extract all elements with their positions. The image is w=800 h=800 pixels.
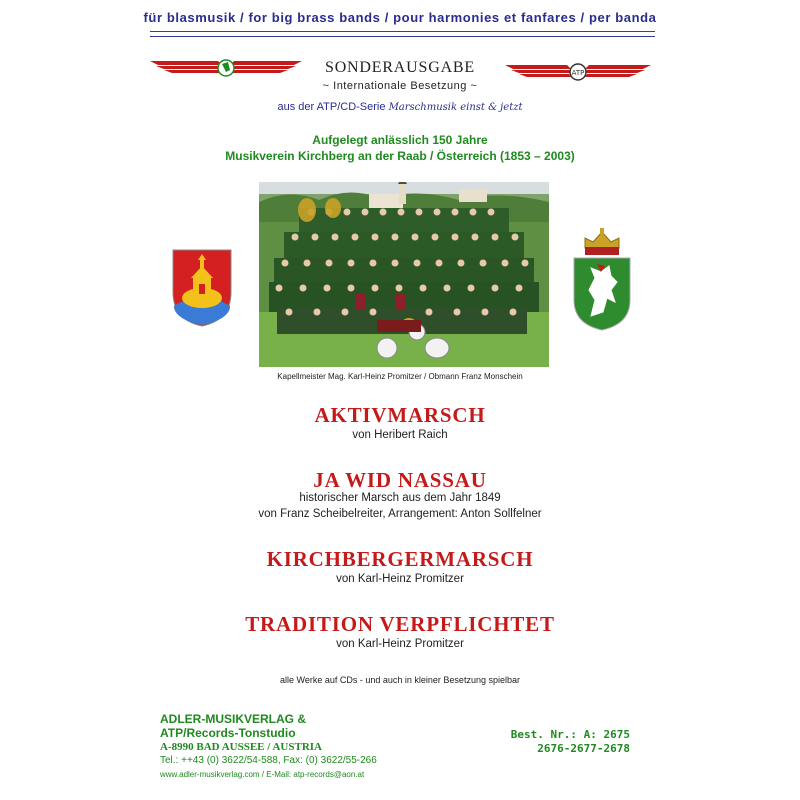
work-title-aktivmarsch: AKTIVMARSCH	[314, 403, 486, 427]
publisher-block	[160, 712, 377, 781]
series-prefix: aus der ATP/CD-Serie	[277, 101, 386, 113]
styria-panther-coat-of-arms-icon	[571, 228, 633, 332]
order-numbers: 2676-2677-2678	[537, 742, 630, 755]
occasion-line-2: Musikverein Kirchberg an der Raab / Österreich (1853 – 2003)	[225, 149, 575, 163]
occasion-line-1: Aufgelegt anlässlich 150 Jahre	[312, 133, 488, 147]
series-name: Marschmusik einst & jetzt	[388, 102, 523, 113]
work-description: historischer Marsch aus dem Jahr 1849	[299, 492, 501, 504]
band-photo	[259, 182, 549, 367]
edition-title: SONDERAUSGABE	[325, 59, 475, 76]
svg-text:ATP: ATP	[571, 69, 585, 77]
kirchberg-coat-of-arms-icon	[171, 248, 233, 328]
work-composer: von Karl-Heinz Promitzer	[336, 638, 464, 650]
publisher-studio: ATP/Records-Tonstudio	[160, 726, 296, 740]
publisher-web-email[interactable]: www.adler-musikverlag.com / E-Mail: atp-records@aon.at	[160, 770, 365, 779]
series-line	[0, 101, 800, 113]
work-composer: von Karl-Heinz Promitzer	[336, 573, 464, 585]
work-composer: von Heribert Raich	[352, 429, 448, 441]
publisher-name: ADLER-MUSIKVERLAG &	[160, 712, 306, 726]
order-number-label: Best. Nr.: A: 2675	[510, 728, 630, 741]
header-divider	[150, 31, 655, 37]
work-composer: von Franz Scheibelreiter, Arrangement: Anton Sollfelner	[258, 508, 542, 520]
edition-subtitle: ~ Internationale Besetzung ~	[322, 80, 478, 92]
publisher-phone: Tel.: ++43 (0) 3622/54-588, Fax: (0) 3622/55-266	[160, 755, 377, 766]
photo-caption: Kapellmeister Mag. Karl-Heinz Promitzer / Obmann Franz Monschein	[277, 372, 523, 381]
header-tagline: für blasmusik / for big brass bands / pour harmonies et fanfares / per banda	[143, 10, 657, 25]
availability-note: alle Werke auf CDs - und auch in kleiner Besetzung spielbar	[280, 675, 520, 685]
work-title-tradition-verpflichtet: TRADITION VERPFLICHTET	[245, 612, 555, 636]
order-number-block	[500, 728, 630, 756]
work-title-kirchbergermarsch: KIRCHBERGERMARSCH	[266, 547, 534, 571]
work-title-ja-wid-nassau: JA WID NASSAU	[313, 468, 487, 492]
publisher-address: A-8990 BAD AUSSEE / AUSTRIA	[160, 741, 322, 753]
